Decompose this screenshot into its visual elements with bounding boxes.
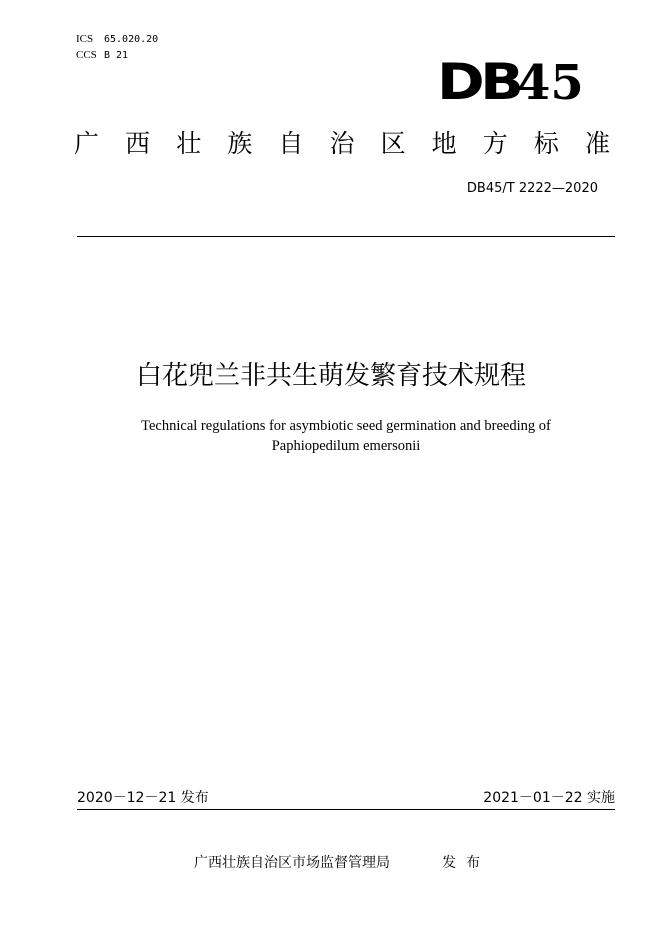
- ccs-label: CCS: [76, 49, 97, 61]
- standard-logo: [437, 53, 587, 111]
- heading-char: 区: [380, 129, 406, 158]
- heading-char: 准: [584, 129, 610, 158]
- ics-value: 65.020.20: [104, 34, 159, 45]
- document-title-chinese: 白花兜兰非共生萌发繁育技术规程: [135, 361, 526, 391]
- ccs-code: [76, 49, 128, 62]
- heading-char: 壮: [176, 129, 202, 158]
- english-title-line-1: Technical regulations for asymbiotic seed germination and breeding of: [141, 418, 551, 434]
- heading-char: 标: [533, 129, 559, 158]
- publish-date: 2020－12－21 发布: [77, 790, 209, 806]
- logo-number: 45: [517, 55, 584, 111]
- heading-char: 自: [278, 129, 304, 158]
- top-divider: [77, 236, 615, 237]
- logo-prefix: DB: [437, 53, 520, 111]
- ics-label: ICS: [76, 33, 94, 45]
- heading-char: 治: [329, 129, 355, 158]
- ccs-value: B 21: [104, 50, 129, 61]
- implementation-date: 2021－01－22 实施: [483, 790, 615, 806]
- document-title-english: [0, 416, 662, 456]
- english-title-line-2: Paphiopedilum emersonii: [271, 438, 421, 454]
- standard-category-heading: [74, 124, 610, 164]
- heading-char: 方: [482, 129, 508, 158]
- heading-char: 广: [74, 129, 100, 158]
- document-number: DB45/T 2222—2020: [466, 181, 598, 196]
- bottom-divider: [77, 809, 615, 810]
- heading-char: 地: [431, 129, 457, 158]
- heading-char: 西: [125, 129, 151, 158]
- issuing-authority: 广西壮族自治区市场监督管理局: [194, 855, 390, 871]
- ics-code: [76, 33, 158, 46]
- heading-char: 族: [227, 129, 253, 158]
- issue-label: 发布: [442, 855, 490, 871]
